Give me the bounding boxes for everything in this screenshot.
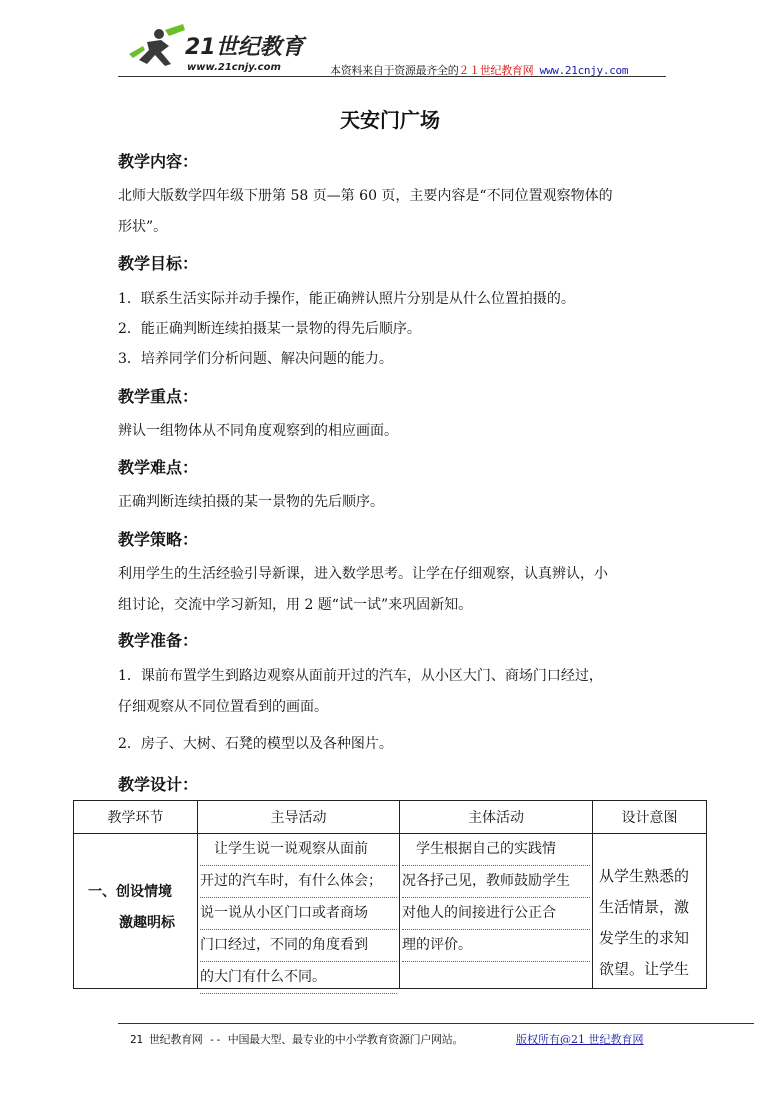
cell-line: 生活情景，激	[599, 898, 690, 916]
header-divider	[118, 76, 666, 77]
table-header-cell: 主导活动	[198, 801, 400, 834]
paragraph-line: 北师大版数学四年级下册第 58 页—第 60 页，主要内容是“不同位置观察物体的	[118, 188, 613, 204]
list-item: 3．培养同学们分析问题、解决问题的能力。	[118, 351, 393, 367]
paragraph-line: 正确判断连续拍摄的某一景物的先后顺序。	[118, 494, 384, 510]
cell-line: 说一说从小区门口或者商场	[200, 898, 397, 930]
cell-line: 开过的汽车时，有什么体会；	[200, 866, 397, 898]
section-heading-content: 教学内容：	[118, 152, 199, 171]
footer-divider	[118, 1023, 754, 1024]
header-note-brand: ２１世纪教育网	[458, 64, 534, 77]
stage-label-line: 激趣明标	[119, 915, 175, 931]
section-heading-strategy: 教学策略：	[118, 530, 199, 549]
cell-line: 理的评价。	[402, 930, 590, 962]
footer-text: 21 世纪教育网 -- 中国最大型、最专业的中小学教育资源门户网站。	[130, 1033, 464, 1046]
cell-line: 从学生熟悉的	[599, 867, 690, 885]
list-item: 1．联系生活实际并动手操作，能正确辨认照片分别是从什么位置拍摄的。	[118, 291, 575, 307]
cell-line: 发学生的求知	[599, 929, 690, 947]
section-heading-key: 教学重点：	[118, 387, 199, 406]
cell-line: 况各抒己见，教师鼓励学生	[402, 866, 590, 898]
runner-icon	[129, 24, 185, 66]
header-note-prefix: 本资料来自于资源最齐全的	[330, 64, 459, 77]
site-logo	[125, 24, 315, 76]
paragraph-line: 利用学生的生活经验引导新课，进入数学思考。让学在仔细观察，认真辨认，小	[118, 566, 608, 582]
paragraph-line: 组讨论，交流中学习新知，用 2 题“试一试”来巩固新知。	[118, 597, 473, 613]
table-header-row	[74, 801, 707, 834]
lead-activity-cell	[198, 834, 400, 989]
intent-cell	[593, 834, 707, 989]
paragraph-line: 1．课前布置学生到路边观察从面前开过的汽车，从小区大门、商场门口经过，	[118, 668, 603, 684]
cell-line: 让学生说一说观察从面前	[200, 834, 397, 866]
section-heading-difficulty: 教学难点：	[118, 458, 199, 477]
cell-line: 的大门有什么不同。	[200, 962, 397, 994]
cell-line: 学生根据自己的实践情	[402, 834, 590, 866]
paragraph-line: 辨认一组物体从不同角度观察到的相应画面。	[118, 423, 398, 439]
header-note-url[interactable]: www.21cnjy.com	[539, 64, 629, 77]
stage-label-line: 一、创设情境	[88, 884, 172, 900]
paragraph-line: 2．房子、大树、石凳的模型以及各种图片。	[118, 736, 393, 752]
table-header-cell: 设计意图	[593, 801, 707, 834]
paragraph-line: 形状”。	[118, 219, 168, 235]
design-table	[73, 800, 707, 989]
cell-line: 欲望。让学生	[599, 960, 690, 978]
list-item: 2．能正确判断连续拍摄某一景物的得先后顺序。	[118, 321, 421, 337]
table-header-cell: 主体活动	[400, 801, 593, 834]
footer-copyright-link[interactable]: 版权所有@21 世纪教育网	[516, 1033, 644, 1046]
table-header-cell: 教学环节	[74, 801, 198, 834]
cell-line: 门口经过，不同的角度看到	[200, 930, 397, 962]
paragraph-line: 仔细观察从不同位置看到的画面。	[118, 699, 328, 715]
logo-text: 21世纪教育	[185, 35, 304, 60]
cell-line: 对他人的间接进行公正合	[402, 898, 590, 930]
document-title: 天安门广场	[340, 108, 440, 132]
stage-cell	[74, 834, 198, 989]
section-heading-design: 教学设计：	[118, 775, 199, 794]
table-row	[74, 834, 707, 989]
section-heading-prep: 教学准备：	[118, 631, 199, 650]
section-heading-goals: 教学目标：	[118, 254, 199, 273]
logo-url: www.21cnjy.com	[187, 62, 281, 73]
student-activity-cell	[400, 834, 593, 989]
